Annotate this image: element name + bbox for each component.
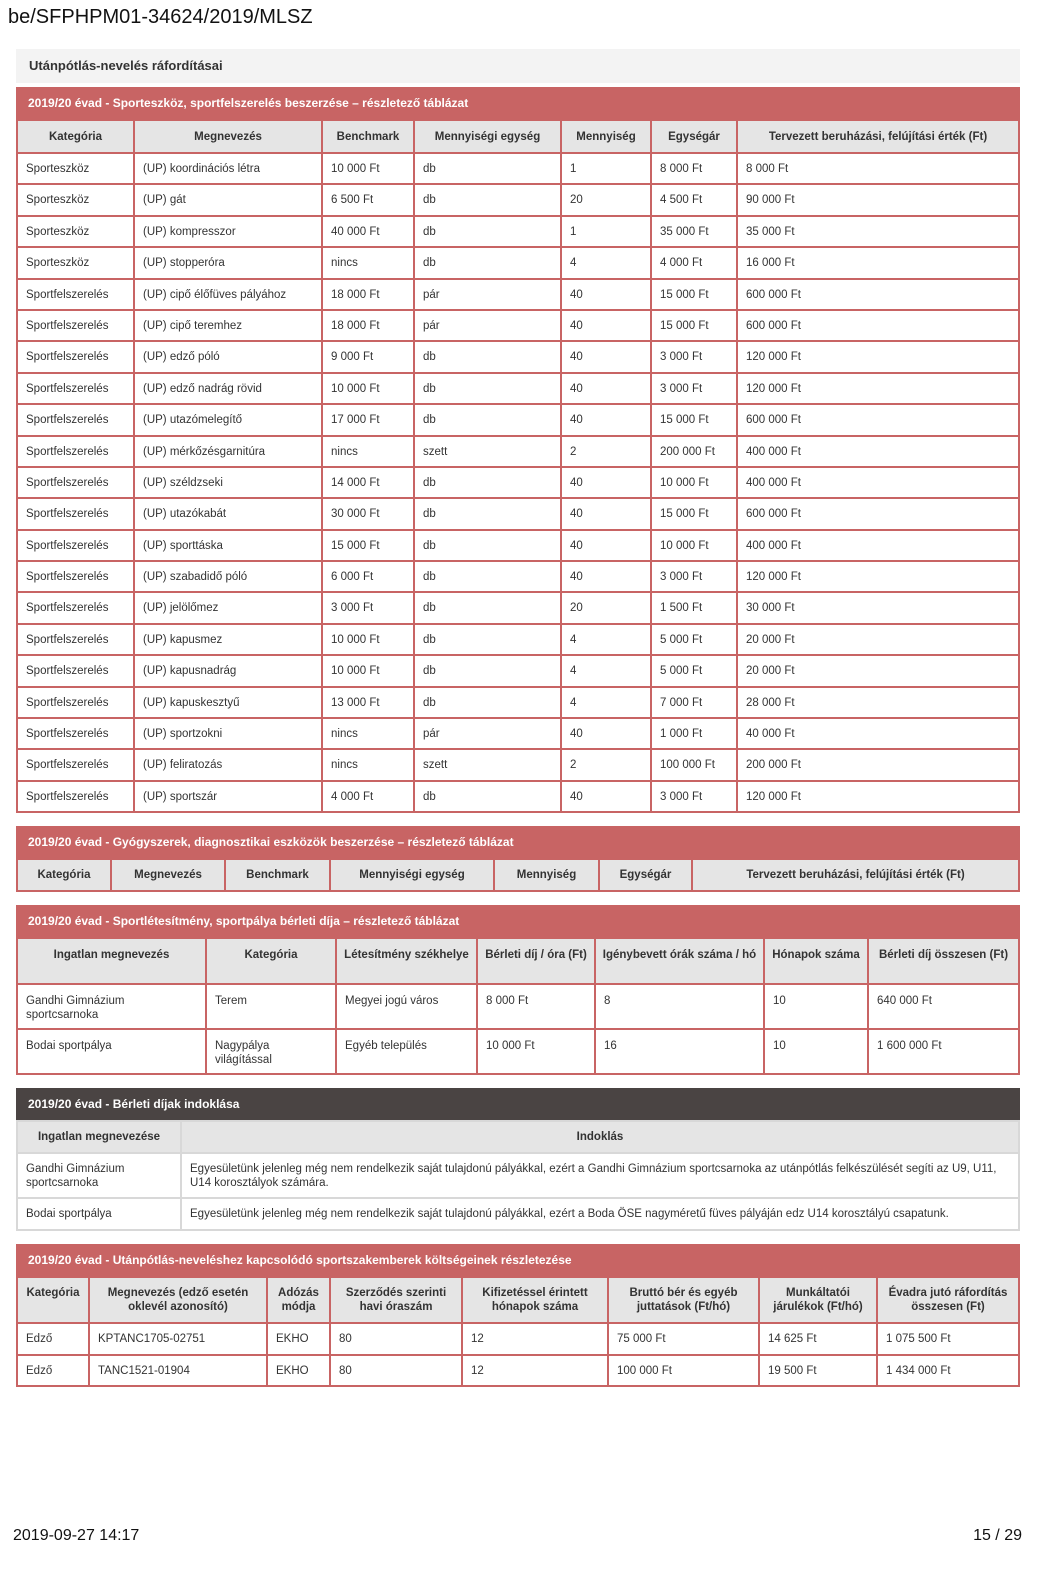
table-cell: 120 000 Ft (737, 373, 1019, 404)
table-row (17, 1153, 1019, 1198)
table-header-row (17, 1121, 1019, 1153)
col-header: Megnevezés (134, 120, 322, 153)
medical-table-title: 2019/20 évad - Gyógyszerek, diagnosztikai eszközök beszerzése – részletező táblázat (16, 826, 1020, 858)
table-cell: (UP) utazókabát (134, 498, 322, 529)
table-cell: Edző (17, 1355, 89, 1387)
table-cell: db (414, 624, 561, 655)
table-row (17, 1355, 1019, 1387)
table-cell: 12 (462, 1355, 608, 1387)
table-cell: Edző (17, 1323, 89, 1355)
table-cell: (UP) edző nadrág rövid (134, 373, 322, 404)
justification-table (16, 1120, 1020, 1231)
table-cell: 2 (561, 436, 651, 467)
table-cell: (UP) edző póló (134, 341, 322, 372)
medical-table (16, 858, 1020, 892)
table-cell: 5 000 Ft (651, 624, 737, 655)
col-header: Ingatlan megnevezése (17, 1121, 181, 1153)
col-header: Benchmark (225, 859, 330, 891)
table-row (17, 561, 1019, 592)
col-header: Létesítmény székhelye (336, 938, 477, 984)
table-cell: 3 000 Ft (651, 373, 737, 404)
col-header: Hónapok száma (764, 938, 868, 984)
table-cell: 40 (561, 781, 651, 812)
table-cell: 1 075 500 Ft (877, 1323, 1019, 1355)
justification-table-block (16, 1088, 1020, 1231)
table-cell: Terem (206, 984, 336, 1029)
col-header: Tervezett beruházási, felújítási érték (Ft) (692, 859, 1019, 891)
table-cell: Sportfelszerelés (17, 624, 134, 655)
table-cell: db (414, 781, 561, 812)
table-row (17, 373, 1019, 404)
table-cell: nincs (322, 436, 414, 467)
table-cell: 13 000 Ft (322, 687, 414, 718)
table-cell: db (414, 247, 561, 278)
table-cell: Megyei jogú város (336, 984, 477, 1029)
table-cell: Sportfelszerelés (17, 749, 134, 780)
table-cell: 40 (561, 341, 651, 372)
table-cell: 4 (561, 687, 651, 718)
table-cell: Sportfelszerelés (17, 436, 134, 467)
section-title: Utánpótlás-nevelés ráfordításai (16, 49, 1020, 83)
table-cell: Egyesületünk jelenleg még nem rendelkezik saját tulajdonú pályákkal, ezért a Boda ÖSE nagyméretű füves pályáján edz U14 korosztályú csapatunk. (181, 1198, 1019, 1230)
table-cell: db (414, 341, 561, 372)
col-header: Szerződés szerinti havi óraszám (330, 1277, 462, 1323)
table-cell: 4 (561, 655, 651, 686)
table-cell: db (414, 184, 561, 215)
table-cell: db (414, 373, 561, 404)
table-cell: Sportfelszerelés (17, 498, 134, 529)
table-cell: 80 (330, 1323, 462, 1355)
table-cell: 7 000 Ft (651, 687, 737, 718)
table-cell: 3 000 Ft (651, 781, 737, 812)
table-cell: 30 000 Ft (322, 498, 414, 529)
table-cell: db (414, 216, 561, 247)
table-cell: TANC1521-01904 (89, 1355, 267, 1387)
table-cell: EKHO (267, 1323, 330, 1355)
table-row (17, 1029, 1019, 1074)
table-cell: pár (414, 310, 561, 341)
table-cell: 600 000 Ft (737, 310, 1019, 341)
rental-table (16, 937, 1020, 1075)
table-cell: Sportfelszerelés (17, 687, 134, 718)
table-cell: db (414, 561, 561, 592)
table-header-row (17, 120, 1019, 153)
table-cell: Sportfelszerelés (17, 404, 134, 435)
table-cell: 18 000 Ft (322, 310, 414, 341)
table-cell: 600 000 Ft (737, 279, 1019, 310)
table-row (17, 436, 1019, 467)
table-cell: 600 000 Ft (737, 498, 1019, 529)
table-cell: 100 000 Ft (651, 749, 737, 780)
table-cell: 3 000 Ft (651, 341, 737, 372)
table-cell: nincs (322, 749, 414, 780)
table-row (17, 467, 1019, 498)
col-header: Adózás módja (267, 1277, 330, 1323)
table-cell: Sportfelszerelés (17, 373, 134, 404)
table-cell: (UP) gát (134, 184, 322, 215)
table-header-row (17, 1277, 1019, 1323)
medical-table-block (16, 826, 1020, 892)
table-cell: (UP) stopperóra (134, 247, 322, 278)
table-cell: Sportfelszerelés (17, 310, 134, 341)
table-cell: 3 000 Ft (651, 561, 737, 592)
table-cell: (UP) kapusnadrág (134, 655, 322, 686)
col-header: Bérleti díj összesen (Ft) (868, 938, 1019, 984)
table-row (17, 341, 1019, 372)
justification-table-title: 2019/20 évad - Bérleti díjak indoklása (16, 1088, 1020, 1120)
table-cell: Sportfelszerelés (17, 718, 134, 749)
table-row (17, 184, 1019, 215)
table-cell: (UP) kapusmez (134, 624, 322, 655)
table-cell: db (414, 592, 561, 623)
col-header: Mennyiség (561, 120, 651, 153)
table-cell: Egyesületünk jelenleg még nem rendelkezik saját tulajdonú pályákkal, ezért a Gandhi Gimnázium sportcsarnoka az utánpótlás felkészülését segíti az U9, U11, U14 korosztályok számára. (181, 1153, 1019, 1198)
table-row (17, 153, 1019, 184)
table-cell: 1 434 000 Ft (877, 1355, 1019, 1387)
table-cell: 35 000 Ft (737, 216, 1019, 247)
table-cell: 3 000 Ft (322, 592, 414, 623)
table-row (17, 1198, 1019, 1230)
table-cell: 1 600 000 Ft (868, 1029, 1019, 1074)
table-cell: 75 000 Ft (608, 1323, 759, 1355)
table-cell: 40 000 Ft (737, 718, 1019, 749)
staff-table-title: 2019/20 évad - Utánpótlás-neveléshez kapcsolódó sportszakemberek költségeinek részletezése (16, 1244, 1020, 1276)
table-cell: szett (414, 436, 561, 467)
table-cell: Bodai sportpálya (17, 1198, 181, 1230)
table-row (17, 404, 1019, 435)
table-cell: Sportfelszerelés (17, 592, 134, 623)
table-cell: 40 (561, 718, 651, 749)
table-cell: EKHO (267, 1355, 330, 1387)
table-cell: pár (414, 279, 561, 310)
rental-table-block (16, 905, 1020, 1075)
table-cell: 1 500 Ft (651, 592, 737, 623)
col-header: Kategória (206, 938, 336, 984)
table-cell: 1 000 Ft (651, 718, 737, 749)
document-id-header: be/SFPHPM01-34624/2019/MLSZ (8, 6, 313, 28)
table-cell: 8 000 Ft (737, 153, 1019, 184)
table-row (17, 279, 1019, 310)
table-row (17, 1323, 1019, 1355)
staff-table-body (17, 1323, 1019, 1386)
table-row (17, 624, 1019, 655)
table-cell: Sporteszköz (17, 216, 134, 247)
table-cell: db (414, 530, 561, 561)
table-cell: Sportfelszerelés (17, 341, 134, 372)
table-cell: (UP) cipő teremhez (134, 310, 322, 341)
col-header: Kifizetéssel érintett hónapok száma (462, 1277, 608, 1323)
table-cell: 4 500 Ft (651, 184, 737, 215)
table-cell: 400 000 Ft (737, 436, 1019, 467)
table-cell: KPTANC1705-02751 (89, 1323, 267, 1355)
table-cell: db (414, 153, 561, 184)
table-cell: db (414, 404, 561, 435)
table-cell: 200 000 Ft (737, 749, 1019, 780)
table-cell: Bodai sportpálya (17, 1029, 206, 1074)
table-cell: 40 000 Ft (322, 216, 414, 247)
table-cell: 4 000 Ft (651, 247, 737, 278)
table-cell: 600 000 Ft (737, 404, 1019, 435)
table-cell: 15 000 Ft (651, 310, 737, 341)
table-cell: 80 (330, 1355, 462, 1387)
table-cell: 1 (561, 216, 651, 247)
table-cell: 20 (561, 184, 651, 215)
table-row (17, 984, 1019, 1029)
table-cell: 10 000 Ft (322, 624, 414, 655)
table-cell: Sportfelszerelés (17, 279, 134, 310)
table-row (17, 310, 1019, 341)
table-cell: 40 (561, 373, 651, 404)
table-cell: 20 000 Ft (737, 655, 1019, 686)
col-header: Indoklás (181, 1121, 1019, 1153)
table-cell: 2 (561, 749, 651, 780)
table-cell: pár (414, 718, 561, 749)
table-cell: Sportfelszerelés (17, 467, 134, 498)
table-row (17, 687, 1019, 718)
col-header: Tervezett beruházási, felújítási érték (Ft) (737, 120, 1019, 153)
table-cell: Sporteszköz (17, 247, 134, 278)
col-header: Egységár (651, 120, 737, 153)
table-row (17, 498, 1019, 529)
col-header: Kategória (17, 1277, 89, 1323)
table-cell: 10 (764, 984, 868, 1029)
table-cell: 16 (595, 1029, 764, 1074)
table-cell: 30 000 Ft (737, 592, 1019, 623)
table-cell: (UP) feliratozás (134, 749, 322, 780)
table-row (17, 781, 1019, 812)
page-number: 15 / 29 (973, 1527, 1022, 1544)
table-cell: 4 000 Ft (322, 781, 414, 812)
table-cell: 15 000 Ft (322, 530, 414, 561)
table-cell: 20 000 Ft (737, 624, 1019, 655)
table-cell: (UP) cipő élőfüves pályához (134, 279, 322, 310)
table-cell: 6 000 Ft (322, 561, 414, 592)
table-cell: 35 000 Ft (651, 216, 737, 247)
table-cell: 6 500 Ft (322, 184, 414, 215)
table-cell: 10 000 Ft (477, 1029, 595, 1074)
table-row (17, 749, 1019, 780)
table-header-row (17, 938, 1019, 984)
table-cell: 14 625 Ft (759, 1323, 877, 1355)
col-header: Kategória (17, 859, 111, 891)
col-header: Évadra jutó ráfordítás összesen (Ft) (877, 1277, 1019, 1323)
table-cell: 40 (561, 310, 651, 341)
table-cell: 15 000 Ft (651, 404, 737, 435)
table-cell: 20 (561, 592, 651, 623)
table-cell: Sporteszköz (17, 184, 134, 215)
col-header: Megnevezés (edző esetén oklevél azonosító) (89, 1277, 267, 1323)
table-cell: (UP) sportszár (134, 781, 322, 812)
table-header-row (17, 859, 1019, 891)
col-header: Igénybevett órák száma / hó (595, 938, 764, 984)
table-cell: 400 000 Ft (737, 467, 1019, 498)
col-header: Benchmark (322, 120, 414, 153)
col-header: Kategória (17, 120, 134, 153)
equipment-table-block (16, 87, 1020, 813)
equipment-table-title: 2019/20 évad - Sporteszköz, sportfelszerelés beszerzése – részletező táblázat (16, 87, 1020, 119)
table-cell: Gandhi Gimnázium sportcsarnoka (17, 984, 206, 1029)
table-cell: Sportfelszerelés (17, 655, 134, 686)
table-cell: db (414, 498, 561, 529)
table-cell: 14 000 Ft (322, 467, 414, 498)
table-cell: 10 000 Ft (651, 467, 737, 498)
table-cell: 19 500 Ft (759, 1355, 877, 1387)
table-cell: 10 (764, 1029, 868, 1074)
table-cell: szett (414, 749, 561, 780)
table-cell: 10 000 Ft (322, 153, 414, 184)
table-cell: 100 000 Ft (608, 1355, 759, 1387)
table-cell: 40 (561, 467, 651, 498)
table-cell: Sportfelszerelés (17, 781, 134, 812)
justification-table-body (17, 1153, 1019, 1230)
table-cell: 16 000 Ft (737, 247, 1019, 278)
table-cell: 120 000 Ft (737, 781, 1019, 812)
table-cell: 5 000 Ft (651, 655, 737, 686)
table-row (17, 247, 1019, 278)
table-cell: (UP) szabadidő póló (134, 561, 322, 592)
table-cell: 640 000 Ft (868, 984, 1019, 1029)
col-header: Mennyiségi egység (330, 859, 494, 891)
table-row (17, 718, 1019, 749)
equipment-table (16, 119, 1020, 813)
table-cell: (UP) széldzseki (134, 467, 322, 498)
table-cell: 15 000 Ft (651, 279, 737, 310)
staff-table-block (16, 1244, 1020, 1387)
table-cell: 40 (561, 530, 651, 561)
table-cell: (UP) mérkőzésgarnitúra (134, 436, 322, 467)
table-cell: 12 (462, 1323, 608, 1355)
table-cell: 120 000 Ft (737, 341, 1019, 372)
col-header: Bruttó bér és egyéb juttatások (Ft/hó) (608, 1277, 759, 1323)
table-cell: Gandhi Gimnázium sportcsarnoka (17, 1153, 181, 1198)
table-cell: Sportfelszerelés (17, 561, 134, 592)
table-cell: 8 000 Ft (477, 984, 595, 1029)
table-cell: (UP) kompresszor (134, 216, 322, 247)
table-cell: 9 000 Ft (322, 341, 414, 372)
col-header: Megnevezés (111, 859, 225, 891)
col-header: Bérleti díj / óra (Ft) (477, 938, 595, 984)
col-header: Mennyiségi egység (414, 120, 561, 153)
table-cell: 40 (561, 404, 651, 435)
table-cell: (UP) kapuskesztyű (134, 687, 322, 718)
table-cell: (UP) utazómelegítő (134, 404, 322, 435)
table-cell: (UP) jelölőmez (134, 592, 322, 623)
col-header: Mennyiség (494, 859, 599, 891)
table-cell: 120 000 Ft (737, 561, 1019, 592)
table-cell: 17 000 Ft (322, 404, 414, 435)
table-cell: 8 000 Ft (651, 153, 737, 184)
rental-table-body (17, 984, 1019, 1074)
col-header: Munkáltatói járulékok (Ft/hó) (759, 1277, 877, 1323)
table-cell: nincs (322, 718, 414, 749)
table-cell: (UP) sportzokni (134, 718, 322, 749)
table-cell: 40 (561, 561, 651, 592)
table-cell: 400 000 Ft (737, 530, 1019, 561)
equipment-table-body (17, 153, 1019, 812)
table-cell: (UP) sporttáska (134, 530, 322, 561)
content (16, 49, 1020, 1400)
print-timestamp: 2019-09-27 14:17 (13, 1527, 140, 1544)
table-row (17, 216, 1019, 247)
table-row (17, 530, 1019, 561)
table-cell: 10 000 Ft (322, 373, 414, 404)
rental-table-title: 2019/20 évad - Sportlétesítmény, sportpálya bérleti díja – részletező táblázat (16, 905, 1020, 937)
table-cell: 10 000 Ft (651, 530, 737, 561)
table-cell: 10 000 Ft (322, 655, 414, 686)
table-cell: (UP) koordinációs létra (134, 153, 322, 184)
table-cell: 18 000 Ft (322, 279, 414, 310)
col-header: Ingatlan megnevezés (17, 938, 206, 984)
table-cell: db (414, 655, 561, 686)
table-cell: 1 (561, 153, 651, 184)
table-cell: 28 000 Ft (737, 687, 1019, 718)
table-cell: 4 (561, 247, 651, 278)
table-cell: db (414, 687, 561, 718)
table-cell: 40 (561, 279, 651, 310)
table-cell: Sporteszköz (17, 153, 134, 184)
table-cell: nincs (322, 247, 414, 278)
table-cell: 40 (561, 498, 651, 529)
staff-table (16, 1276, 1020, 1387)
table-cell: Egyéb település (336, 1029, 477, 1074)
table-cell: 200 000 Ft (651, 436, 737, 467)
col-header: Egységár (599, 859, 692, 891)
table-cell: 4 (561, 624, 651, 655)
table-cell: Nagypálya világítással (206, 1029, 336, 1074)
table-cell: Sportfelszerelés (17, 530, 134, 561)
table-cell: 15 000 Ft (651, 498, 737, 529)
table-cell: 90 000 Ft (737, 184, 1019, 215)
table-cell: db (414, 467, 561, 498)
table-row (17, 592, 1019, 623)
table-cell: 8 (595, 984, 764, 1029)
table-row (17, 655, 1019, 686)
